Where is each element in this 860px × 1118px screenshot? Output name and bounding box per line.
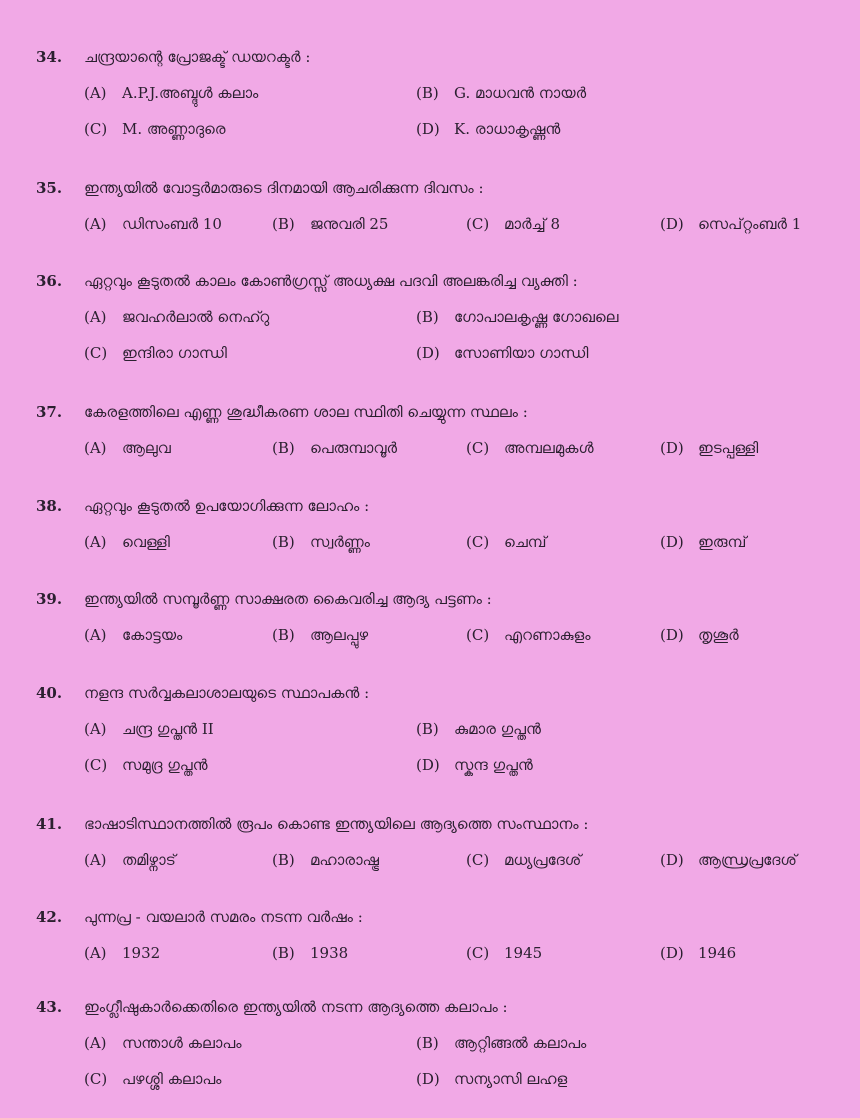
option-label: (A) (84, 626, 107, 644)
question-text: ഭാഷാടിസ്ഥാനത്തിൽ രൂപം കൊണ്ട ഇന്ത്യയിലെ ആദ്യത്തെ സംസ്ഥാനം : (84, 815, 589, 833)
option-text: 1946 (698, 944, 737, 962)
option-text: കോട്ടയം (122, 626, 183, 644)
option-label: (D) (660, 626, 684, 644)
option-label: (C) (466, 851, 490, 869)
option-label: (D) (660, 533, 684, 551)
question-number: 43. (36, 998, 63, 1016)
option-text: മാർച്ച് 8 (504, 215, 560, 233)
option-text: ആറ്റിങ്ങൽ കലാപം (454, 1034, 587, 1052)
answer-option (466, 215, 560, 233)
answer-option (416, 756, 533, 774)
answer-option (466, 439, 594, 457)
option-label: (D) (660, 215, 684, 233)
option-label: (C) (466, 944, 490, 962)
question-text: ഇന്ത്യയിൽ വോട്ടർമാരുടെ ദിനമായി ആചരിക്കുന്ന ദിവസം : (84, 179, 484, 197)
option-text: വെള്ളി (122, 533, 170, 551)
answer-option (416, 84, 586, 102)
answer-option (416, 1034, 586, 1052)
question-number: 42. (36, 908, 63, 926)
option-text: ചെമ്പ് (504, 533, 547, 551)
question-number: 37. (36, 403, 63, 421)
question-text: ഇന്ത്യയിൽ സമ്പൂർണ്ണ സാക്ഷരത കൈവരിച്ച ആദ്യ പട്ടണം : (84, 590, 492, 608)
answer-option (660, 533, 746, 551)
answer-option (416, 720, 541, 738)
question-item (0, 272, 860, 392)
option-label: (A) (84, 851, 107, 869)
option-text: മഹാരാഷ്ട്ര (310, 851, 380, 869)
option-label: (A) (84, 308, 107, 326)
option-label: (C) (84, 1070, 108, 1088)
option-label: (C) (84, 344, 108, 362)
option-text: സ്വർണ്ണം (310, 533, 370, 551)
answer-option (416, 308, 618, 326)
answer-option (272, 944, 348, 962)
option-text: ഡിസംബർ 10 (122, 215, 222, 233)
option-text: ഇടപ്പള്ളി (698, 439, 759, 457)
answer-option (84, 533, 170, 551)
option-text: A.P.J.അബ്ദുൾ കലാം (122, 84, 259, 102)
option-label: (D) (660, 944, 684, 962)
question-number: 36. (36, 272, 63, 290)
option-text: സെപ്റ്റംബർ 1 (698, 215, 802, 233)
option-label: (B) (416, 1034, 439, 1052)
option-text: സമുദ്ര ഗുപ്തൻ (122, 756, 208, 774)
question-text: ഏറ്റവും കൂടുതൽ ഉപയോഗിക്കുന്ന ലോഹം : (84, 497, 370, 515)
option-text: 1938 (310, 944, 349, 962)
answer-option (660, 626, 739, 644)
answer-option (466, 944, 542, 962)
option-label: (A) (84, 215, 107, 233)
option-label: (D) (416, 120, 440, 138)
question-text: പുന്നപ്ര - വയലാർ സമരം നടന്ന വർഷം : (84, 908, 363, 926)
answer-option (84, 215, 222, 233)
answer-option (84, 851, 176, 869)
answer-option (84, 344, 227, 362)
option-text: ജവഹർലാൽ നെഹ്റു (122, 308, 270, 326)
answer-option (466, 533, 547, 551)
question-number: 35. (36, 179, 63, 197)
option-text: G. മാധവൻ നായർ (454, 84, 587, 102)
option-text: സന്യാസി ലഹള (454, 1070, 568, 1088)
option-text: ഇന്ദിരാ ഗാന്ധി (122, 344, 227, 362)
option-text: സ്കന്ദ ഗുപ്തൻ (454, 756, 533, 774)
question-number: 40. (36, 684, 63, 702)
answer-option (466, 626, 591, 644)
answer-option (660, 944, 736, 962)
question-number: 39. (36, 590, 63, 608)
answer-option (272, 626, 368, 644)
option-label: (C) (466, 626, 490, 644)
option-label: (D) (660, 439, 684, 457)
answer-option (272, 851, 379, 869)
option-label: (A) (84, 533, 107, 551)
option-text: മധ്യപ്രദേശ് (504, 851, 582, 869)
option-text: സന്താൾ കലാപം (122, 1034, 242, 1052)
answer-option (416, 344, 588, 362)
question-item (0, 684, 860, 804)
answer-option (272, 533, 370, 551)
answer-option (84, 1034, 241, 1052)
option-label: (B) (272, 533, 295, 551)
option-text: തൃശൂർ (698, 626, 739, 644)
option-text: ആലപ്പുഴ (310, 626, 369, 644)
option-label: (B) (416, 84, 439, 102)
answer-option (84, 720, 214, 738)
option-label: (A) (84, 1034, 107, 1052)
option-label: (C) (466, 439, 490, 457)
option-label: (C) (466, 215, 490, 233)
answer-option (84, 626, 182, 644)
option-text: M. അണ്ണാദുരെ (122, 120, 226, 138)
option-label: (A) (84, 439, 107, 457)
option-label: (D) (416, 344, 440, 362)
option-label: (D) (660, 851, 684, 869)
answer-option (660, 439, 758, 457)
option-label: (B) (272, 851, 295, 869)
option-label: (B) (416, 720, 439, 738)
option-text: 1945 (504, 944, 543, 962)
option-label: (D) (416, 756, 440, 774)
question-item (0, 48, 860, 168)
option-text: അമ്പലമുകൾ (504, 439, 594, 457)
answer-option (84, 1070, 221, 1088)
answer-option (416, 1070, 567, 1088)
option-label: (D) (416, 1070, 440, 1088)
option-label: (C) (466, 533, 490, 551)
option-text: സോണിയാ ഗാന്ധി (454, 344, 589, 362)
option-label: (A) (84, 84, 107, 102)
option-text: K. രാധാകൃഷ്ണൻ (454, 120, 561, 138)
answer-option (84, 120, 226, 138)
question-text: ചന്ദ്രയാന്റെ പ്രോജക്ട് ഡയറക്ടർ : (84, 48, 311, 66)
option-text: കുമാര ഗുപ്തൻ (454, 720, 541, 738)
option-text: ചന്ദ്ര ഗുപ്തൻ II (122, 720, 214, 738)
option-label: (C) (84, 120, 108, 138)
question-text: ഇംഗ്ലീഷുകാർക്കെതിരെ ഇന്ത്യയിൽ നടന്ന ആദ്യത്തെ കലാപം : (84, 998, 508, 1016)
answer-option (466, 851, 581, 869)
option-text: പഴശ്ശി കലാപം (122, 1070, 222, 1088)
question-number: 38. (36, 497, 63, 515)
answer-option (660, 851, 797, 869)
question-text: കേരളത്തിലെ എണ്ണ ശുദ്ധീകരണ ശാല സ്ഥിതി ചെയ്യുന്ന സ്ഥലം : (84, 403, 528, 421)
option-text: 1932 (122, 944, 161, 962)
option-label: (B) (416, 308, 439, 326)
option-label: (B) (272, 944, 295, 962)
answer-option (272, 215, 388, 233)
answer-option (84, 84, 258, 102)
option-label: (C) (84, 756, 108, 774)
question-text: ഏറ്റവും കൂടുതൽ കാലം കോൺഗ്രസ്സ് അധ്യക്ഷ പദവി അലങ്കരിച്ച വ്യക്തി : (84, 272, 578, 290)
option-label: (B) (272, 215, 295, 233)
question-text: നളന്ദ സർവ്വകലാശാലയുടെ സ്ഥാപകൻ : (84, 684, 370, 702)
option-label: (B) (272, 439, 295, 457)
question-number: 41. (36, 815, 63, 833)
option-text: ആലുവ (122, 439, 171, 457)
answer-option (272, 439, 397, 457)
answer-option (416, 120, 560, 138)
option-text: എറണാകുളം (504, 626, 591, 644)
option-text: ആന്ധ്രപ്രദേശ് (698, 851, 797, 869)
option-text: ജനുവരി 25 (310, 215, 389, 233)
answer-option (84, 756, 208, 774)
option-label: (A) (84, 944, 107, 962)
option-label: (B) (272, 626, 295, 644)
answer-option (84, 944, 160, 962)
answer-option (660, 215, 801, 233)
answer-option (84, 308, 269, 326)
answer-option (84, 439, 171, 457)
option-text: തമിഴ്നാട് (122, 851, 176, 869)
option-text: ഇരുമ്പ് (698, 533, 747, 551)
question-number: 34. (36, 48, 63, 66)
option-text: പെരുമ്പാവൂർ (310, 439, 398, 457)
option-text: ഗോപാലകൃഷ്ണ ഗോഖലെ (454, 308, 619, 326)
question-item (0, 998, 860, 1118)
option-label: (A) (84, 720, 107, 738)
